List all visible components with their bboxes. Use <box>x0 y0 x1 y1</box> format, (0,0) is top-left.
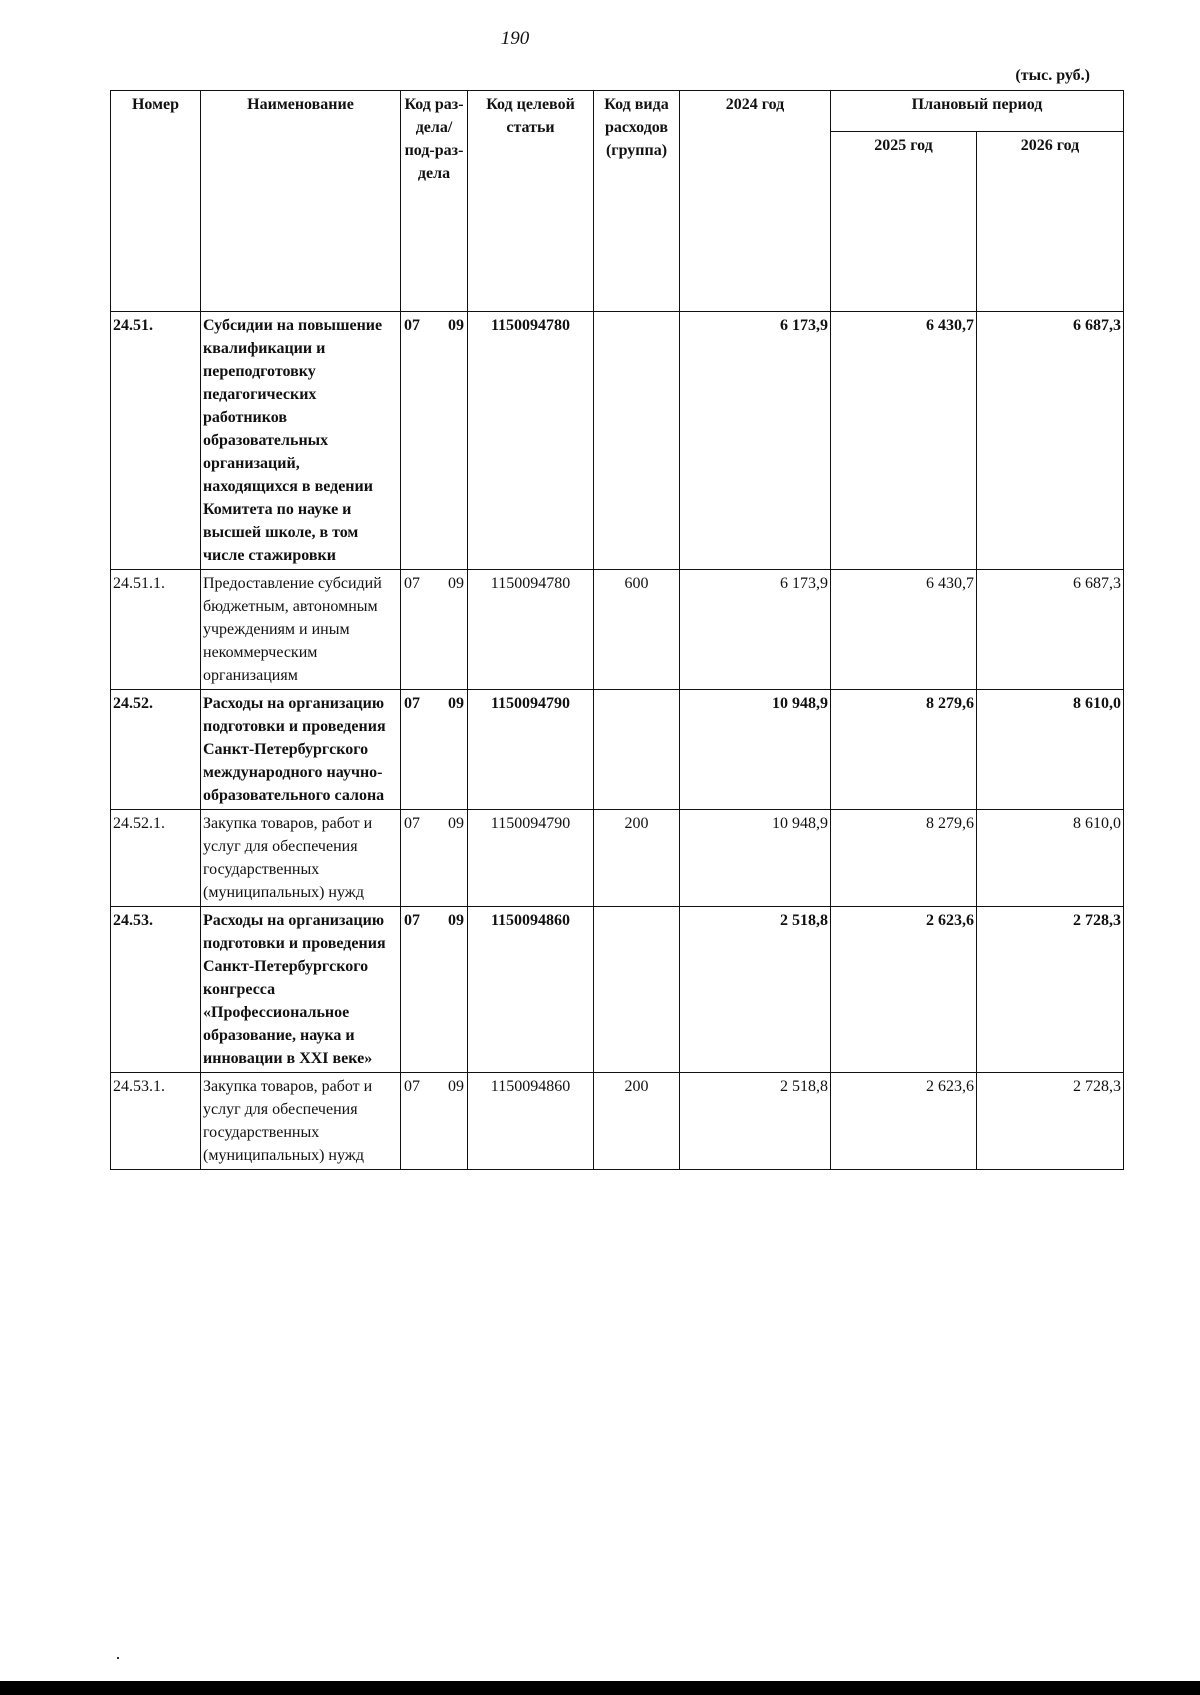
row-subsection: 09 <box>448 1078 464 1095</box>
units-label: (тыс. руб.) <box>1015 67 1090 84</box>
row-section-code <box>401 810 468 907</box>
row-section: 07 <box>404 815 420 832</box>
row-section: 07 <box>404 317 420 334</box>
row-subsection: 09 <box>448 695 464 712</box>
header-plan-period: Плановый период <box>831 91 1124 132</box>
header-expense-type: Код вида расходов (группа) <box>594 91 680 312</box>
row-section: 07 <box>404 575 420 592</box>
header-year-2024: 2024 год <box>680 91 831 312</box>
table-row <box>111 1073 1124 1170</box>
row-amount-2024: 6 173,9 <box>680 570 831 690</box>
row-section: 07 <box>404 912 420 929</box>
row-amount-2025: 8 279,6 <box>831 690 977 810</box>
row-amount-2026: 6 687,3 <box>977 312 1124 570</box>
row-target-code: 1150094780 <box>468 312 594 570</box>
header-name: Наименование <box>201 91 401 312</box>
header-target-code: Код целевой статьи <box>468 91 594 312</box>
row-section-code <box>401 907 468 1073</box>
row-number: 24.52. <box>111 690 201 810</box>
row-name: Расходы на организацию подготовки и проведения Санкт-Петербургского конгресса «Профессиональное образование, наука и инновации в XXI веке» <box>201 907 401 1073</box>
row-amount-2025: 6 430,7 <box>831 312 977 570</box>
row-target-code: 1150094780 <box>468 570 594 690</box>
row-number: 24.51. <box>111 312 201 570</box>
row-expense-group: 200 <box>594 810 680 907</box>
row-amount-2025: 8 279,6 <box>831 810 977 907</box>
row-amount-2024: 2 518,8 <box>680 1073 831 1170</box>
row-amount-2026: 2 728,3 <box>977 1073 1124 1170</box>
row-amount-2025: 2 623,6 <box>831 907 977 1073</box>
row-subsection: 09 <box>448 317 464 334</box>
row-name: Закупка товаров, работ и услуг для обеспечения государственных (муниципальных) нужд <box>201 1073 401 1170</box>
scan-speck <box>117 1657 119 1659</box>
row-name: Субсидии на повышение квалификации и переподготовку педагогических работников образовательных организаций, находящихся в ведении Комитета по науке и высшей школе, в том числе стажировки <box>201 312 401 570</box>
row-number: 24.53. <box>111 907 201 1073</box>
table-row <box>111 312 1124 570</box>
row-section-code <box>401 1073 468 1170</box>
row-expense-group: 600 <box>594 570 680 690</box>
row-subsection: 09 <box>448 815 464 832</box>
row-section-code <box>401 690 468 810</box>
row-amount-2025: 2 623,6 <box>831 1073 977 1170</box>
row-amount-2024: 10 948,9 <box>680 690 831 810</box>
row-amount-2026: 8 610,0 <box>977 690 1124 810</box>
table-row <box>111 810 1124 907</box>
row-section-code <box>401 570 468 690</box>
row-target-code: 1150094860 <box>468 1073 594 1170</box>
header-year-2025: 2025 год <box>831 132 977 312</box>
header-number: Номер <box>111 91 201 312</box>
row-amount-2024: 6 173,9 <box>680 312 831 570</box>
row-target-code: 1150094860 <box>468 907 594 1073</box>
table-row <box>111 907 1124 1073</box>
header-row <box>111 91 1124 132</box>
row-name: Расходы на организацию подготовки и проведения Санкт-Петербургского международного научно-образовательного салона <box>201 690 401 810</box>
row-number: 24.51.1. <box>111 570 201 690</box>
row-number: 24.53.1. <box>111 1073 201 1170</box>
row-amount-2026: 2 728,3 <box>977 907 1124 1073</box>
row-expense-group <box>594 312 680 570</box>
budget-table <box>110 90 1124 1170</box>
row-amount-2024: 2 518,8 <box>680 907 831 1073</box>
row-target-code: 1150094790 <box>468 810 594 907</box>
row-amount-2024: 10 948,9 <box>680 810 831 907</box>
row-section-code <box>401 312 468 570</box>
row-subsection: 09 <box>448 575 464 592</box>
row-target-code: 1150094790 <box>468 690 594 810</box>
row-name: Предоставление субсидий бюджетным, автономным учреждениям и иным некоммерческим организациям <box>201 570 401 690</box>
table-row <box>111 690 1124 810</box>
row-name: Закупка товаров, работ и услуг для обеспечения государственных (муниципальных) нужд <box>201 810 401 907</box>
page-number: 190 <box>500 28 530 49</box>
row-expense-group: 200 <box>594 1073 680 1170</box>
row-amount-2026: 8 610,0 <box>977 810 1124 907</box>
row-section: 07 <box>404 695 420 712</box>
header-year-2026: 2026 год <box>977 132 1124 312</box>
scan-bottom-edge <box>0 1681 1200 1695</box>
row-expense-group <box>594 907 680 1073</box>
table-row <box>111 570 1124 690</box>
row-amount-2025: 6 430,7 <box>831 570 977 690</box>
row-number: 24.52.1. <box>111 810 201 907</box>
row-amount-2026: 6 687,3 <box>977 570 1124 690</box>
header-section-code: Код раз-дела/ под-раз-дела <box>401 91 468 312</box>
row-section: 07 <box>404 1078 420 1095</box>
row-subsection: 09 <box>448 912 464 929</box>
row-expense-group <box>594 690 680 810</box>
